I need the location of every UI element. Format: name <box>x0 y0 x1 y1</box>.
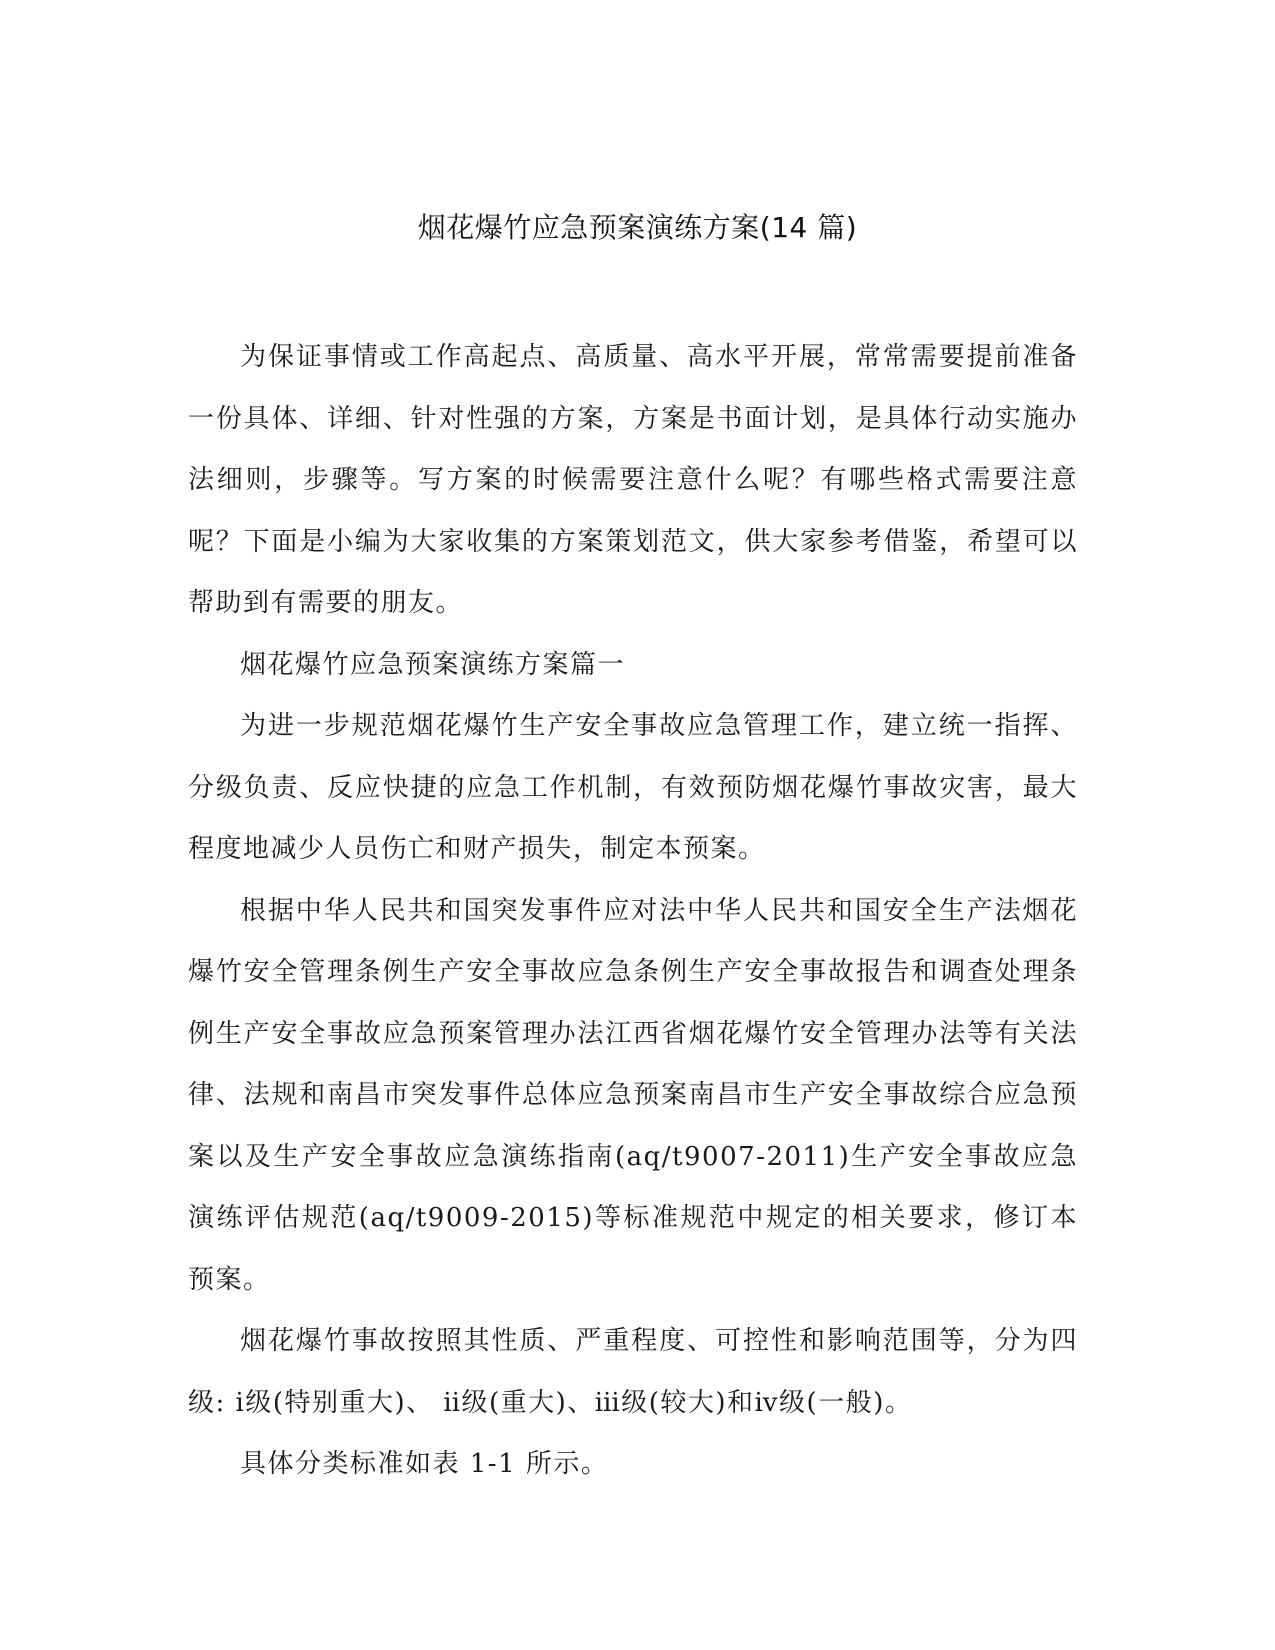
basis-paragraph: 根据中华人民共和国突发事件应对法中华人民共和国安全生产法烟花爆竹安全管理条例生产安全事故应急条例生产安全事故报告和调查处理条例生产安全事故应急预案管理办法江西省烟花爆竹安全管理办法等有关法律、法规和南昌市突发事件总体应急预案南昌市生产安全事故综合应急预案以及生产安全事故应急演练指南(aq/t9007-2011)生产安全事故应急演练评估规范(aq/t9009-2015)等标准规范中规定的相关要求，修订本预案。 <box>188 895 1078 1295</box>
purpose-paragraph: 为进一步规范烟花爆竹生产安全事故应急管理工作，建立统一指挥、分级负责、反应快捷的应急工作机制，有效预防烟花爆竹事故灾害，最大程度地减少人员伤亡和财产损失，制定本预案。 <box>188 711 1078 864</box>
table-reference-paragraph: 具体分类标准如表 1-1 所示。 <box>240 1449 609 1479</box>
intro-paragraph: 为保证事情或工作高起点、高质量、高水平开展，常常需要提前准备一份具体、详细、针对性强的方案，方案是书面计划，是具体行动实施办法细则，步骤等。写方案的时候需要注意什么呢？有哪些格式需要注意呢？下面是小编为大家收集的方案策划范文，供大家参考借鉴，希望可以帮助到有需要的朋友。 <box>188 342 1078 618</box>
document-body <box>188 327 1078 1496</box>
classification-paragraph: 烟花爆竹事故按照其性质、严重程度、可控性和影响范围等，分为四级: ⅰ级(特别重大)、 ⅱ级(重大)、ⅲ级(较大)和ⅳ级(一般)。 <box>188 1326 1078 1418</box>
document-title: 烟花爆竹应急预案演练方案(14 篇) <box>417 211 858 244</box>
section-heading: 烟花爆竹应急预案演练方案篇一 <box>240 649 626 680</box>
